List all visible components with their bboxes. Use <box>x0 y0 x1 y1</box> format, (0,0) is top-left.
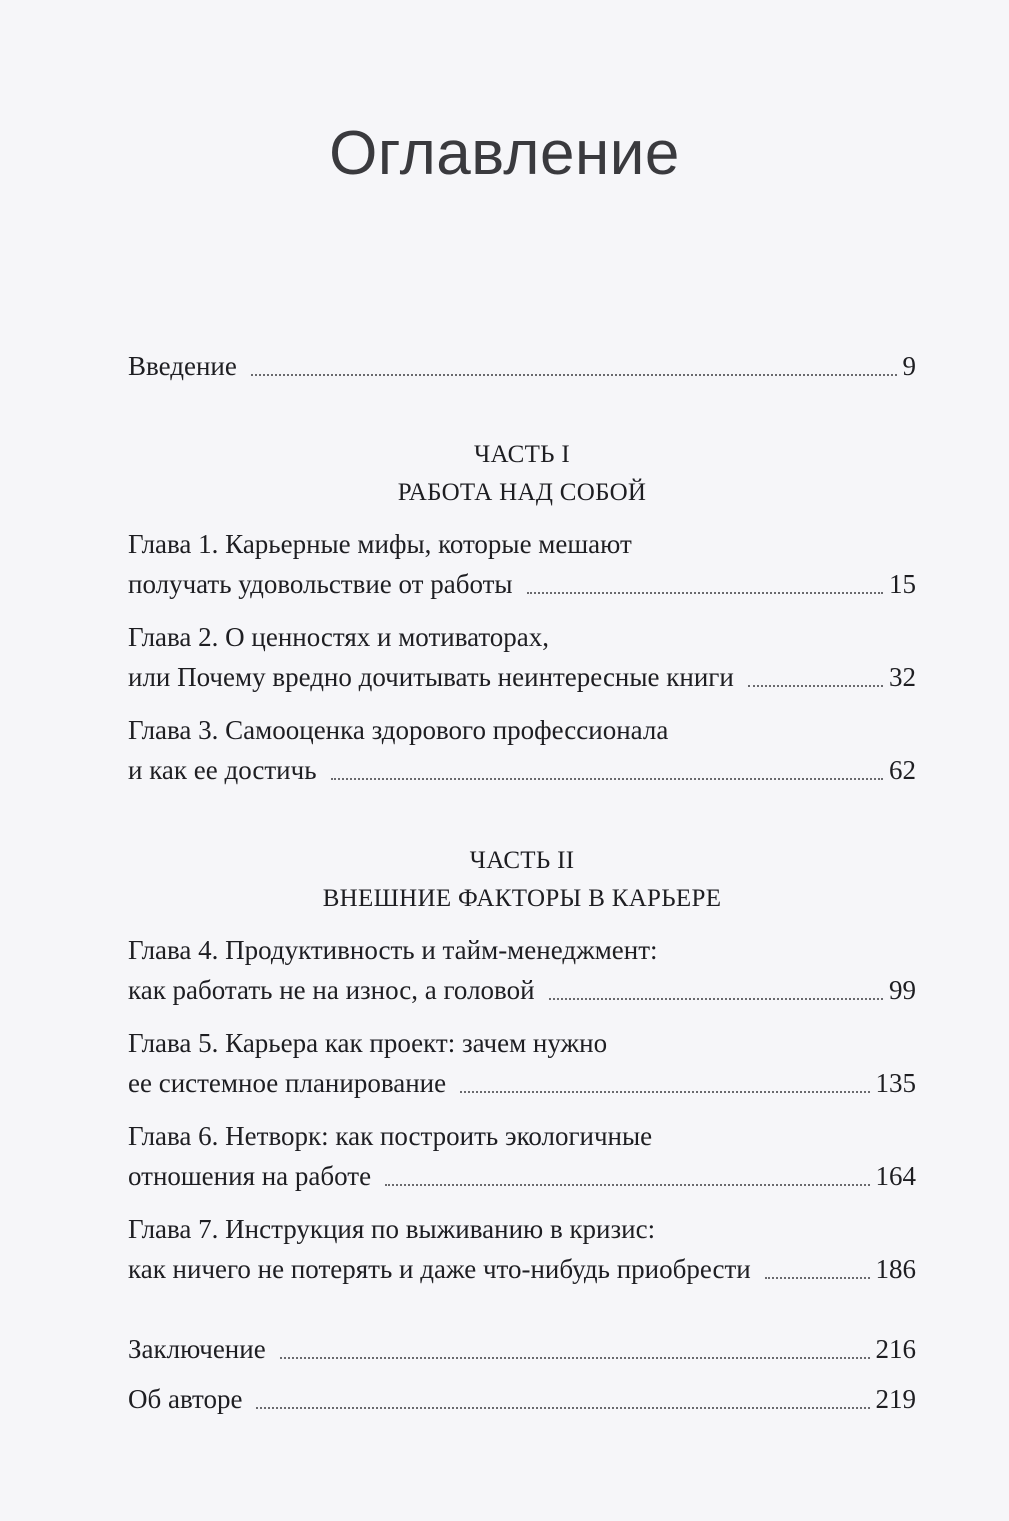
part-title: ВНЕШНИЕ ФАКТОРЫ В КАРЬЕРЕ <box>322 885 722 912</box>
toc-entry-label: Об авторе <box>128 1384 243 1414</box>
dot-leader <box>280 1357 870 1359</box>
page-title: Оглавление <box>329 119 680 188</box>
toc-entry-label: Заключение <box>128 1334 266 1364</box>
dot-leader <box>748 685 883 687</box>
dot-leader <box>460 1091 869 1093</box>
toc-page-number: 32 <box>889 662 916 692</box>
part-title: РАБОТА НАД СОБОЙ <box>397 479 647 506</box>
toc-page-number: 15 <box>889 569 916 599</box>
toc-page-number: 216 <box>875 1334 916 1364</box>
toc-page-number: 164 <box>875 1161 916 1191</box>
chapter-title-line2: ее системное планирование <box>128 1068 447 1098</box>
toc-chapter[interactable] <box>128 524 916 604</box>
part-section <box>128 436 916 790</box>
toc-chapter[interactable] <box>128 710 916 790</box>
chapter-title-line1: Глава 4. Продуктивность и тайм-менеджмент: <box>128 935 658 965</box>
toc-page-number: 186 <box>875 1254 916 1284</box>
part-label: ЧАСТЬ II <box>469 847 575 874</box>
chapter-title-line2: и как ее достичь <box>128 755 317 785</box>
dot-leader <box>765 1277 870 1279</box>
toc-entry-conclusion[interactable] <box>128 1329 916 1369</box>
dot-leader <box>256 1407 869 1409</box>
toc-chapter[interactable] <box>128 1116 916 1196</box>
toc-entry-label: Введение <box>128 351 237 381</box>
dot-leader <box>385 1184 869 1186</box>
chapter-title-line1: Глава 3. Самооценка здорового профессионала <box>128 715 669 745</box>
part-section <box>128 842 916 1289</box>
part-label: ЧАСТЬ I <box>473 441 571 468</box>
toc-page-number: 9 <box>902 351 916 381</box>
toc-page-number: 62 <box>889 755 916 785</box>
toc-page-number: 99 <box>889 975 916 1005</box>
dot-leader <box>549 998 883 1000</box>
chapter-title-line1: Глава 6. Нетворк: как построить экологичные <box>128 1121 653 1151</box>
toc-page-number: 135 <box>875 1068 916 1098</box>
chapter-title-line1: Глава 5. Карьера как проект: зачем нужно <box>128 1028 608 1058</box>
toc-chapter[interactable] <box>128 1023 916 1103</box>
toc-chapter[interactable] <box>128 1209 916 1289</box>
toc-page-number: 219 <box>875 1384 916 1414</box>
toc-chapter[interactable] <box>128 930 916 1010</box>
chapter-title-line2: получать удовольствие от работы <box>128 569 513 599</box>
chapter-title-line2: как работать не на износ, а головой <box>128 975 535 1005</box>
toc-entry-intro[interactable] <box>128 346 916 386</box>
dot-leader <box>527 592 883 594</box>
chapter-title-line2: или Почему вредно дочитывать неинтересные книги <box>128 662 734 692</box>
dot-leader <box>331 778 883 780</box>
toc-chapter[interactable] <box>128 617 916 697</box>
toc-entry-about[interactable] <box>128 1379 916 1419</box>
chapter-title-line1: Глава 1. Карьерные мифы, которые мешают <box>128 529 632 559</box>
chapter-title-line1: Глава 7. Инструкция по выживанию в кризис: <box>128 1214 656 1244</box>
chapter-title-line2: отношения на работе <box>128 1161 372 1191</box>
chapter-title-line2: как ничего не потерять и даже что-нибудь приобрести <box>128 1254 751 1284</box>
chapter-title-line1: Глава 2. О ценностях и мотиваторах, <box>128 622 550 652</box>
table-of-contents <box>128 346 916 1419</box>
dot-leader <box>251 374 897 376</box>
